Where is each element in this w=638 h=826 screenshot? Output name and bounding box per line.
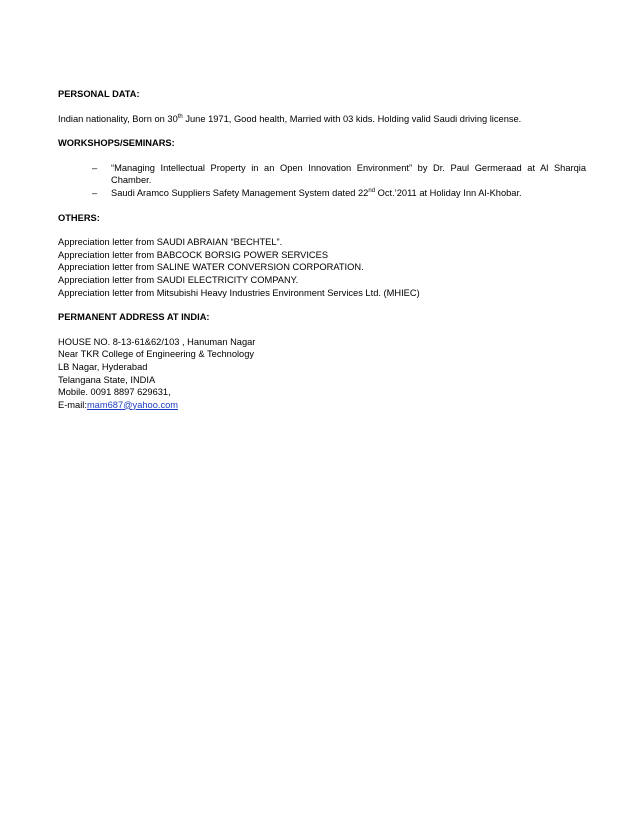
email-label: E-mail: (58, 399, 87, 410)
others-list (58, 236, 586, 299)
workshop-item-text: “Managing Intellectual Property in an Open Innovation Environment” by Dr. Paul Germeraad at Al Sharqia Chamber. (111, 162, 586, 186)
others-line: Appreciation letter from Mitsubishi Heavy Industries Environment Services Ltd. (MHIEC) (58, 287, 420, 298)
others-line: Appreciation letter from BABCOCK BORSIG POWER SERVICES (58, 249, 329, 260)
workshop-item-text-start: Saudi Aramco Suppliers Safety Management System dated 22 (111, 187, 369, 198)
personal-data-text-end: June 1971, Good health, Married with 03 kids. Holding valid Saudi driving license. (182, 113, 522, 124)
address-heading: PERMANENT ADDRESS AT INDIA: (58, 312, 210, 323)
address-block (58, 336, 586, 412)
others-line: Appreciation letter from SAUDI ELECTRICITY COMPANY. (58, 274, 299, 285)
address-line: Telangana State, INDIA (58, 374, 156, 385)
bullet-dash: – (92, 187, 98, 198)
workshop-item-sup: nd (368, 187, 376, 194)
workshop-item-text-end: Oct.’2011 at Holiday Inn Al-Khobar. (375, 187, 522, 198)
address-line: LB Nagar, Hyderabad (58, 361, 148, 372)
personal-data-text-start: Indian nationality, Born on 30 (58, 113, 178, 124)
workshop-item (92, 187, 586, 200)
address-line: Near TKR College of Engineering & Technology (58, 349, 255, 360)
personal-data-text (58, 113, 586, 126)
address-line: HOUSE NO. 8-13-61&62/103 , Hanuman Nagar (58, 336, 256, 347)
personal-data-sup: th (177, 113, 183, 120)
workshops-heading: WORKSHOPS/SEMINARS: (58, 138, 175, 149)
others-line: Appreciation letter from SALINE WATER CONVERSION CORPORATION. (58, 262, 364, 273)
personal-data-heading: PERSONAL DATA: (58, 89, 140, 99)
workshops-list (58, 162, 586, 200)
others-heading: OTHERS: (58, 212, 100, 223)
address-line: Mobile. 0091 8897 629631, (58, 387, 171, 398)
document-page (58, 88, 586, 411)
others-line: Appreciation letter from SAUDI ABRAIAN “BECHTEL”. (58, 237, 283, 248)
bullet-dash: – (92, 162, 98, 173)
email-link[interactable]: mam687@yahoo.com (86, 399, 179, 410)
email-line (58, 399, 586, 412)
workshop-item (92, 162, 586, 187)
